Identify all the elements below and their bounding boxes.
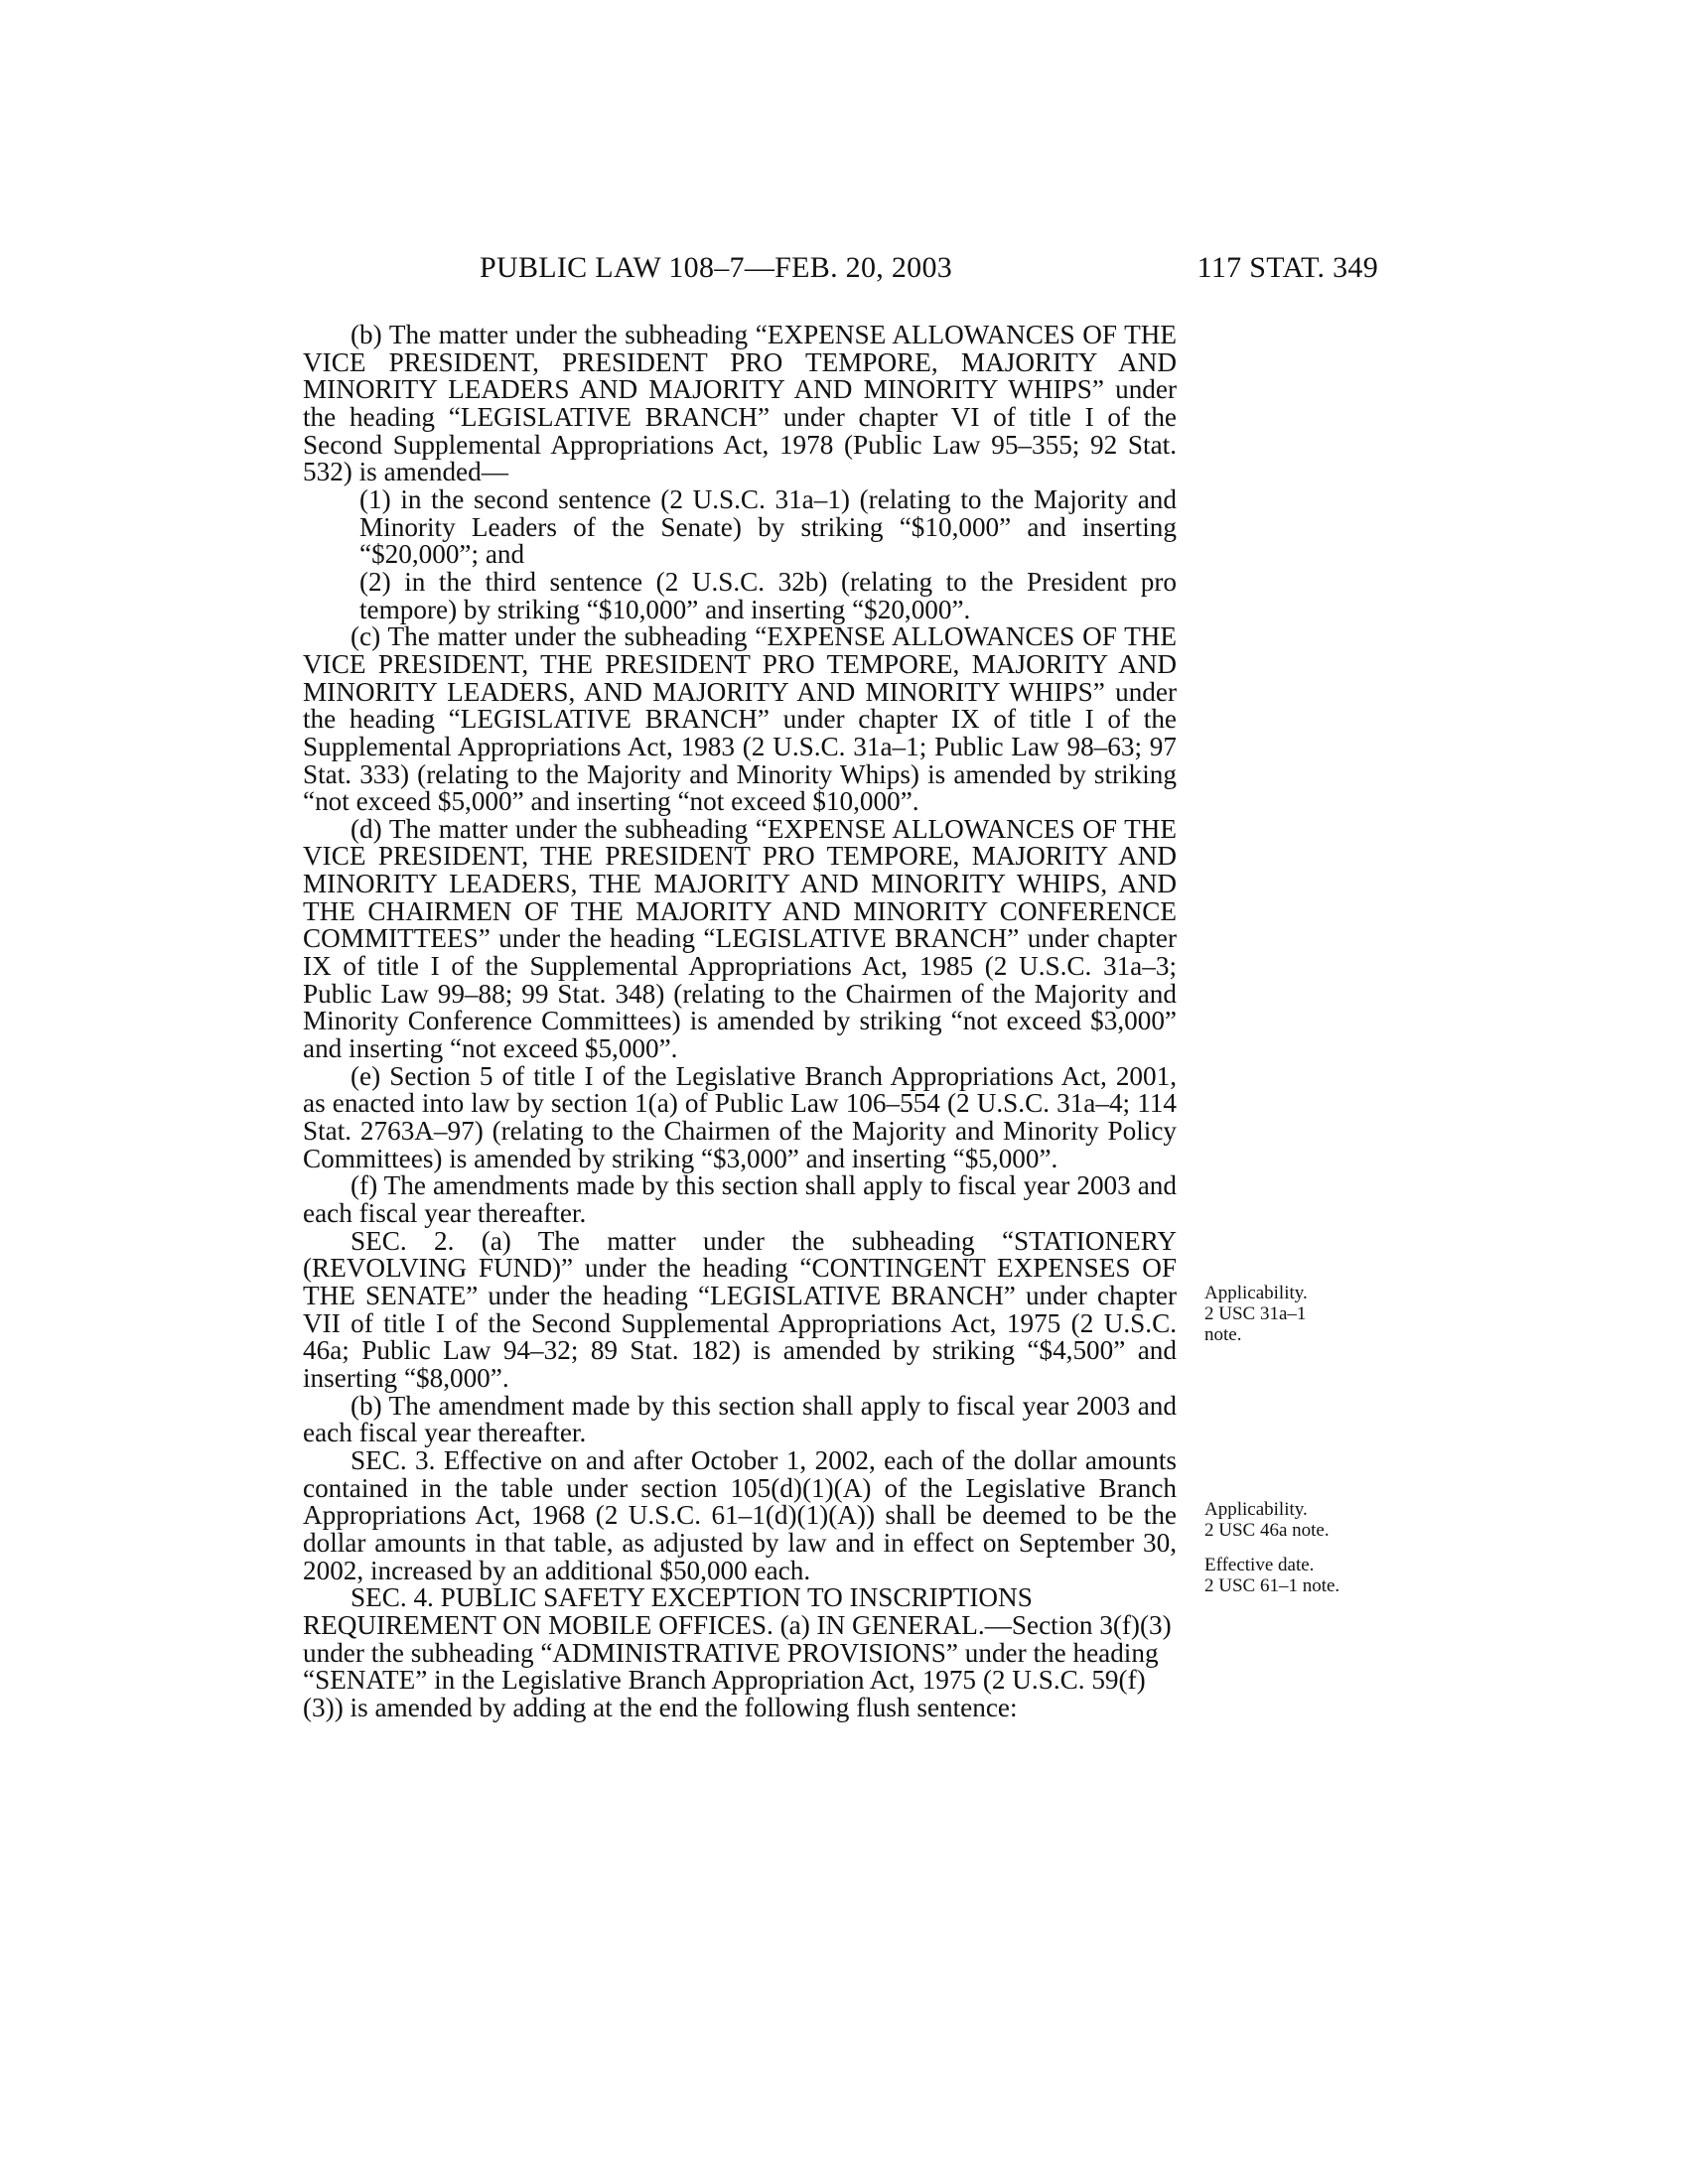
paragraph-c: (c) The matter under the subheading “EXPENSE ALLOWANCES OF THE VICE PRESIDENT, THE PRESIDENT PRO TEMPORE, MAJORITY AND MINORITY LEADERS, AND MAJORITY AND MINORITY WHIPS” under the heading “LEGISLATIVE BRANCH” under chapter IX of title I of the Supplemental Appropriations Act, 1983 (2 U.S.C. 31a–1; Public Law 98–63; 97 Stat. 333) (relating to the Majority and Minority Whips) is amended by striking “not exceed $5,000” and inserting “not exceed $10,000”. (303, 621, 1177, 817)
margin-note-label: Applicability. (1204, 1283, 1308, 1303)
paragraph-d: (d) The matter under the subheading “EXPENSE ALLOWANCES OF THE VICE PRESIDENT, THE PRESIDENT PRO TEMPORE, MAJORITY AND MINORITY LEADERS, THE MAJORITY AND MINORITY WHIPS, AND THE CHAIRMEN OF THE MAJORITY AND MINORITY CONFERENCE COMMITTEES” under the heading “LEGISLATIVE BRANCH” under chapter IX of title I of the Supplemental Appropriations Act, 1985 (2 U.S.C. 31a–3; Public Law 99–88; 99 Stat. 348) (relating to the Chairmen of the Majority and Minority Conference Committees) is amended by striking “not exceed $3,000” and inserting “not exceed $5,000”. (303, 813, 1177, 1064)
paragraph-f: (f) The amendments made by this section shall apply to fiscal year 2003 and each fiscal year thereafter. (303, 1170, 1177, 1228)
section-2-a: SEC. 2. (a) The matter under the subheading “STATIONERY (REVOLVING FUND)” under the heading “CONTINGENT EXPENSES OF THE SENATE” under the heading “LEGISLATIVE BRANCH” under chapter VII of title I of the Second Supplemental Appropriations Act, 1975 (2 U.S.C. 46a; Public Law 94–32; 89 Stat. 182) is amended by striking “$4,500” and inserting “$8,000”. (303, 1225, 1177, 1393)
section-4: SEC. 4. PUBLIC SAFETY EXCEPTION TO INSCRIPTIONS REQUIREMENT ON MOBILE OFFICES. (a) IN GENERAL.—Section 3(f)(3) under the subheading “ADMINISTRATIVE PROVISIONS” under the heading “SENATE” in the Legislative Branch Appropriation Act, 1975 (2 U.S.C. 59(f)(3)) is amended by adding at the end the following flush sentence: (303, 1582, 1172, 1722)
section-2-b: (b) The amendment made by this section shall apply to fiscal year 2003 and each fiscal year thereafter. (303, 1390, 1177, 1448)
margin-note-applicability-1 (1204, 1283, 1403, 1345)
margin-note-citation: 2 USC 31a–1 (1204, 1303, 1307, 1324)
paragraph-b-2: (2) in the third sentence (2 U.S.C. 32b) (relating to the President pro tempore) by striking “$10,000” and inserting “$20,000”. (359, 566, 1177, 624)
margin-note-effective-date (1204, 1555, 1403, 1596)
margin-note-citation: note. (1204, 1324, 1242, 1345)
margin-note-applicability-2 (1204, 1499, 1403, 1541)
margin-note-citation: 2 USC 46a note. (1204, 1520, 1330, 1541)
section-3: SEC. 3. Effective on and after October 1, 2002, each of the dollar amounts contained in the table under section 105(d)(1)(A) of the Legislative Branch Appropriations Act, 1968 (2 U.S.C. 61–1(d)(1)(A)) shall be deemed to be the dollar amounts in that table, as adjusted by law and in effect on September 30, 2002, increased by an additional $50,000 each. (303, 1444, 1177, 1585)
statute-page-number: 117 STAT. 349 (1196, 251, 1378, 284)
margin-note-label: Applicability. (1204, 1499, 1308, 1520)
margin-note-citation: 2 USC 61–1 note. (1204, 1575, 1340, 1596)
body-text (303, 322, 1177, 1721)
paragraph-e: (e) Section 5 of title I of the Legislative Branch Appropriations Act, 2001, as enacted into law by section 1(a) of Public Law 106–554 (2 U.S.C. 31a–4; 114 Stat. 2763A–97) (relating to the Chairmen of the Majority and Minority Policy Committees) is amended by striking “$3,000” and inserting “$5,000”. (303, 1060, 1177, 1173)
header-title: PUBLIC LAW 108–7—FEB. 20, 2003 (480, 251, 953, 284)
margin-note-label: Effective date. (1204, 1555, 1315, 1575)
paragraph-b-1: (1) in the second sentence (2 U.S.C. 31a–1) (relating to the Majority and Minority Leaders of the Senate) by striking “$10,000” and inserting “$20,000”; and (359, 483, 1177, 570)
paragraph-b: (b) The matter under the subheading “EXPENSE ALLOWANCES OF THE VICE PRESIDENT, PRESIDENT PRO TEMPORE, MAJORITY AND MINORITY LEADERS AND MAJORITY AND MINORITY WHIPS” under the heading “LEGISLATIVE BRANCH” under chapter VI of title I of the Second Supplemental Appropriations Act, 1978 (Public Law 95–355; 92 Stat. 532) is amended— (303, 320, 1177, 487)
